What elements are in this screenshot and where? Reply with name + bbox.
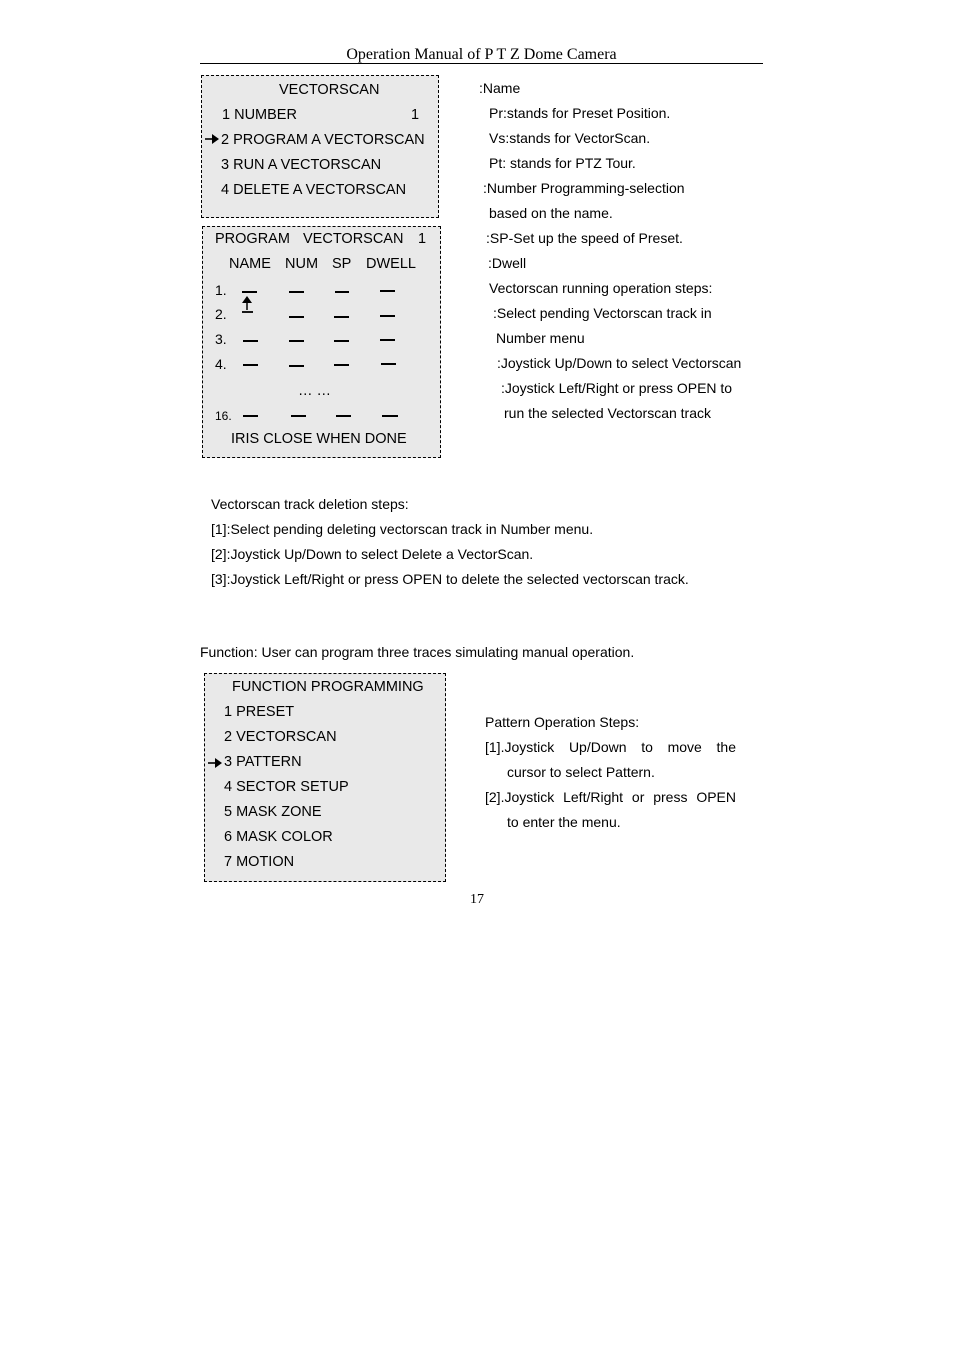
blank-field (243, 364, 258, 366)
function-description: Function: User can program three traces simulating manual operation. (200, 644, 635, 660)
note-name: :Name (479, 80, 521, 96)
pattern-steps-title: Pattern Operation Steps: (485, 714, 640, 730)
blank-field (380, 315, 395, 317)
deletion-title: Vectorscan track deletion steps: (211, 496, 409, 512)
column-header-num: NUM (285, 256, 319, 272)
function-menu-item-pattern: 3 PATTERN (224, 754, 302, 770)
function-menu-title: FUNCTION PROGRAMMING (232, 679, 424, 695)
word: move (667, 739, 702, 755)
word: [1].Joystick (485, 739, 555, 755)
note-dwell: :Dwell (488, 255, 527, 271)
function-menu-item-mask-zone: 5 MASK ZONE (224, 804, 322, 820)
word: Up/Down (568, 739, 627, 755)
page-number: 17 (470, 892, 484, 907)
selection-arrow-icon (205, 134, 219, 144)
selection-arrow-icon (208, 758, 222, 768)
blank-field (242, 291, 257, 293)
blank-field (243, 415, 258, 417)
deletion-step-2: [2]:Joystick Up/Down to select Delete a VectorScan. (211, 546, 534, 562)
note-step-updown: :Joystick Up/Down to select Vectorscan (497, 355, 742, 371)
note-number-cont: based on the name. (489, 205, 613, 221)
note-step-select-cont: Number menu (496, 330, 585, 346)
vectorscan-menu-item-program: 2 PROGRAM A VECTORSCAN (221, 132, 425, 148)
blank-field (334, 340, 349, 342)
deletion-step-1: [1]:Select pending deleting vectorscan track in Number menu. (211, 521, 594, 537)
rows-ellipsis: … … (298, 383, 332, 399)
pattern-step-1-line-2: cursor to select Pattern. (507, 764, 655, 780)
vectorscan-menu-item-run: 3 RUN A VECTORSCAN (221, 157, 382, 173)
column-header-name: NAME (229, 256, 271, 272)
vectorscan-menu-title: VECTORSCAN (279, 82, 380, 98)
blank-field (380, 339, 395, 341)
row-label-16: 16. (215, 409, 232, 423)
blank-field (334, 364, 349, 366)
note-running-steps: Vectorscan running operation steps: (489, 280, 713, 296)
blank-field (291, 415, 306, 417)
pattern-step-2-line-1 (485, 789, 736, 805)
vectorscan-menu-item-number-value: 1 (411, 107, 420, 123)
blank-field (289, 340, 304, 342)
blank-field (289, 291, 304, 293)
function-menu-item-mask-color: 6 MASK COLOR (224, 829, 333, 845)
note-vectorscan: Vs:stands for VectorScan. (489, 130, 651, 146)
note-ptz-tour: Pt: stands for PTZ Tour. (489, 155, 636, 171)
function-menu-item-vectorscan: 2 VECTORSCAN (224, 729, 337, 745)
blank-field (289, 316, 304, 318)
note-sp: :SP-Set up the speed of Preset. (486, 230, 683, 246)
blank-field (243, 340, 258, 342)
blank-field (380, 290, 395, 292)
pattern-step-2-line-2: to enter the menu. (507, 814, 621, 830)
pattern-step-1-line-1 (485, 739, 736, 755)
blank-field (289, 365, 304, 367)
blank-field (334, 316, 349, 318)
blank-field (381, 363, 396, 365)
note-step-select: :Select pending Vectorscan track in (493, 305, 712, 321)
vectorscan-menu-item-number: 1 NUMBER (222, 107, 297, 123)
word: Left/Right (563, 789, 624, 805)
program-menu-title-mid: VECTORSCAN (303, 231, 404, 247)
program-menu-title-left: PROGRAM (215, 231, 290, 247)
word: [2].Joystick (485, 789, 555, 805)
row-label-4: 4. (215, 356, 227, 372)
cursor-up-arrow-icon (241, 296, 253, 314)
program-menu-footer: IRIS CLOSE WHEN DONE (231, 431, 407, 447)
word: press (653, 789, 688, 805)
page-header: Operation Manual of P T Z Dome Camera (200, 46, 763, 64)
program-menu-title-num: 1 (418, 231, 427, 247)
note-step-leftright-cont: run the selected Vectorscan track (504, 405, 711, 421)
note-number: :Number Programming-selection (483, 180, 685, 196)
row-label-1: 1. (215, 282, 227, 298)
blank-field (382, 415, 398, 417)
note-preset: Pr:stands for Preset Position. (489, 105, 671, 121)
function-menu-item-sector-setup: 4 SECTOR SETUP (224, 779, 349, 795)
column-header-dwell: DWELL (366, 256, 416, 272)
deletion-step-3: [3]:Joystick Left/Right or press OPEN to delete the selected vectorscan track. (211, 571, 689, 587)
row-label-2: 2. (215, 306, 227, 322)
word: or (631, 789, 645, 805)
word: to (641, 739, 653, 755)
vectorscan-menu-item-delete: 4 DELETE A VECTORSCAN (221, 182, 407, 198)
row-label-3: 3. (215, 331, 227, 347)
column-header-sp: SP (332, 256, 352, 272)
function-menu-item-preset: 1 PRESET (224, 704, 295, 720)
note-step-leftright: :Joystick Left/Right or press OPEN to (501, 380, 733, 396)
function-menu-item-motion: 7 MOTION (224, 854, 295, 870)
blank-field (335, 291, 349, 293)
word: OPEN (696, 789, 736, 805)
word: the (716, 739, 736, 755)
blank-field (336, 415, 351, 417)
